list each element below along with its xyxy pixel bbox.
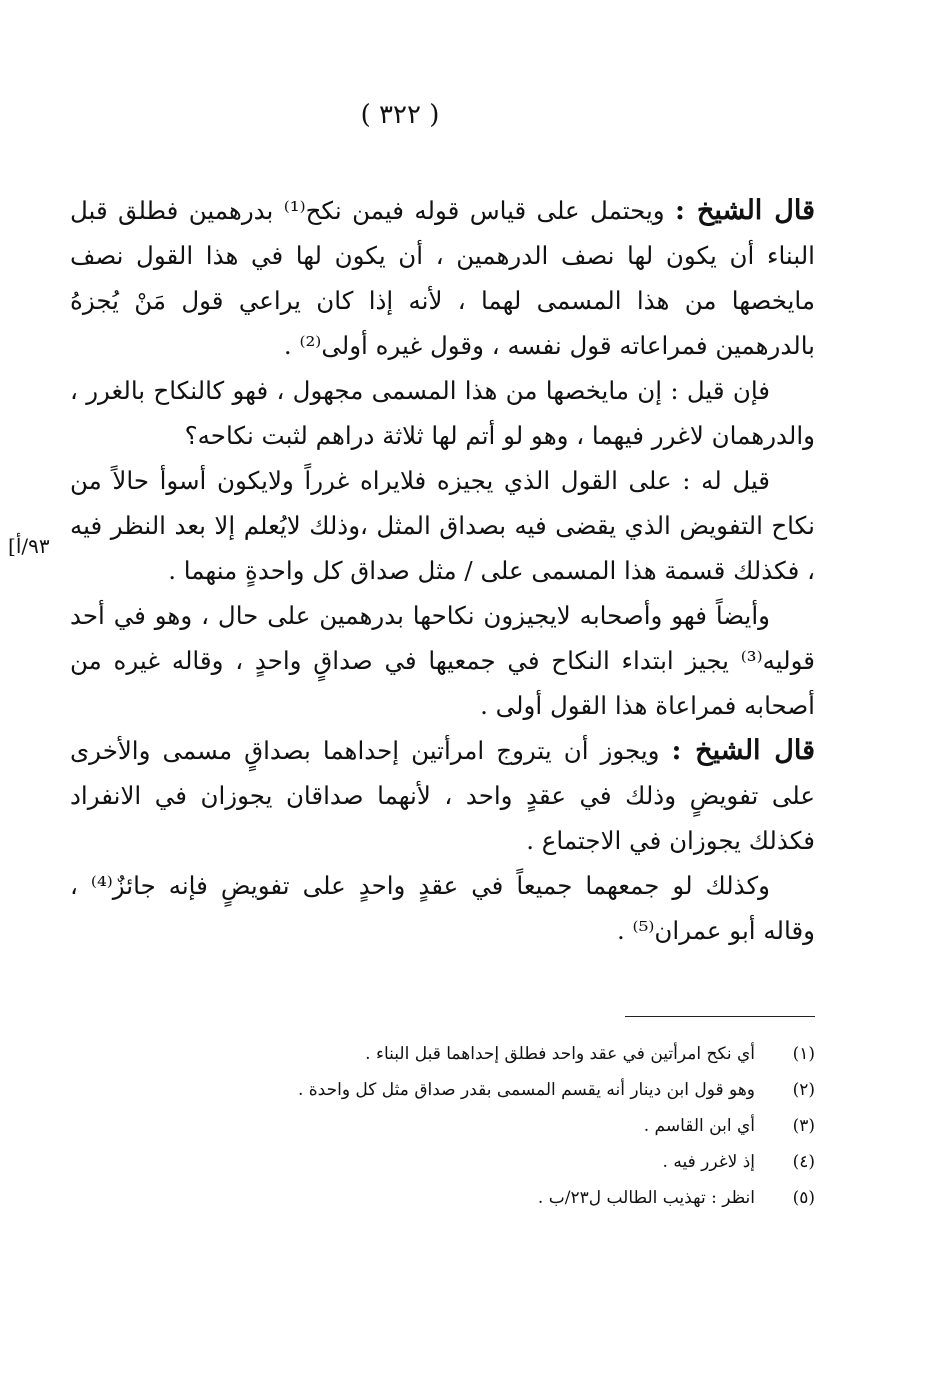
paragraph-text: قيل له : على القول الذي يجيزه فلايراه غرراً ولايكون أسوأ حالاً من نكاح التفويض الذي يقضى فيه بصداق المثل ،وذلك لايُعلم إلا بعد النظر فيه ، فكذلك قسمة هذا المسمى على / مثل صداق كل واحدةٍ منهما . — [70, 466, 815, 585]
page-number: ( ٣٢٢ ) — [360, 100, 440, 130]
footnote-5 — [70, 1180, 815, 1216]
paragraph-text: فإن قيل : إن مايخصها من هذا المسمى مجهول ، فهو كالنكاح بالغرر ، والدرهمان لاغرر فيهما ، وهو لو أتم لها ثلاثة دراهم لثبت نكاحه؟ — [70, 376, 815, 450]
paragraph-6 — [70, 863, 815, 953]
margin-folio-reference: [٩٣/أ — [8, 534, 50, 558]
footnote-2 — [70, 1072, 815, 1108]
footnote-number: (٢) — [792, 1080, 815, 1100]
footnote-number: (٤) — [792, 1152, 815, 1172]
footnote-text: انظر : تهذيب الطالب ل٢٣/ب . — [537, 1188, 755, 1208]
speaker-label: قال الشيخ : — [671, 735, 815, 766]
paragraph-text: وأيضاً فهو وأصحابه لايجيزون نكاحها بدرهمين على حال ، وهو في أحد قوليه⁽³⁾ يجيز ابتداء النكاح في جمعيها في صداقٍ واحدٍ ، وقاله غيره من أصحابه فمراعاة هذا القول أولى . — [70, 601, 815, 720]
footnote-number: (٥) — [792, 1188, 815, 1208]
footnote-1 — [70, 1036, 815, 1072]
paragraph-2 — [70, 368, 815, 458]
footnote-separator — [625, 1016, 815, 1017]
footnotes — [70, 1036, 815, 1216]
footnote-4 — [70, 1144, 815, 1180]
main-text — [70, 188, 815, 953]
speaker-label: قال الشيخ : — [674, 195, 816, 226]
paragraph-1 — [70, 188, 815, 368]
footnote-number: (١) — [792, 1044, 815, 1064]
footnote-text: أي ابن القاسم . — [643, 1116, 755, 1136]
paragraph-3 — [70, 458, 815, 593]
paragraph-4 — [70, 593, 815, 728]
footnote-text: وهو قول ابن دينار أنه يقسم المسمى بقدر صداق مثل كل واحدة . — [297, 1080, 755, 1100]
paragraph-text: ويجوز أن يتروج امرأتين إحداهما بصداقٍ مسمى والأخرى على تفويضٍ وذلك في عقدٍ واحد ، لأنهما صداقان يجوزان في الانفراد فكذلك يجوزان في الاجتماع . — [70, 736, 815, 855]
footnote-text: أي نكح امرأتين في عقد واحد فطلق إحداهما قبل البناء . — [365, 1044, 755, 1064]
footnote-text: إذ لاغرر فيه . — [662, 1152, 755, 1172]
paragraph-text: ويحتمل على قياس قوله فيمن نكح⁽¹⁾ بدرهمين فطلق قبل البناء أن يكون لها نصف الدرهمين ، أن يكون لها في هذا القول نصف مايخصها من هذا المسمى لهما ، لأنه إذا كان يراعي قول مَنْ يُجزهُ بالدرهمين فمراعاته قول نفسه ، وقول غيره أولى⁽²⁾ . — [70, 196, 815, 360]
paragraph-text: وكذلك لو جمعهما جميعاً في عقدٍ واحدٍ على تفويضٍ فإنه جائزٌ⁽⁴⁾ ، وقاله أبو عمران⁽⁵⁾ . — [70, 871, 815, 945]
footnote-number: (٣) — [792, 1116, 815, 1136]
footnote-3 — [70, 1108, 815, 1144]
paragraph-5 — [70, 728, 815, 863]
